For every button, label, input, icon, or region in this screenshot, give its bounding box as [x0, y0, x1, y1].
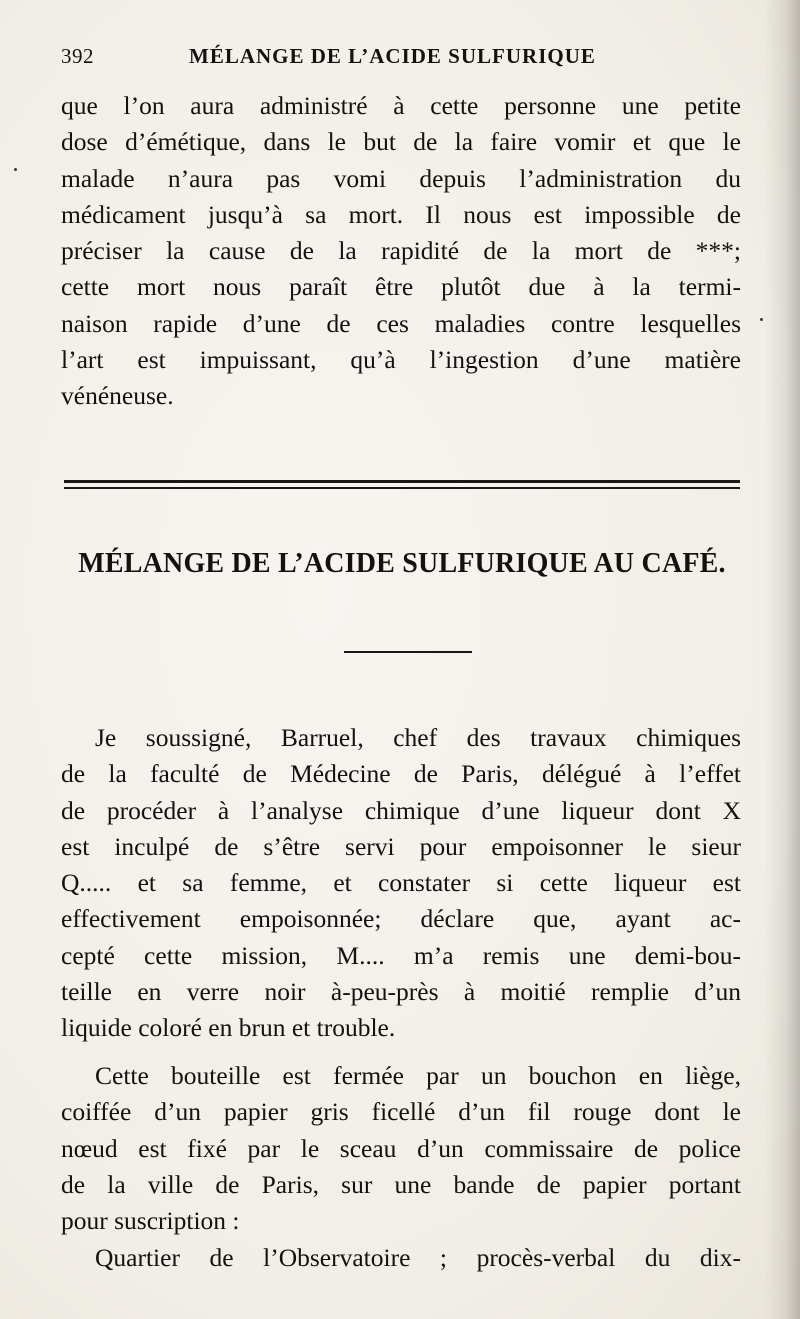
text-line: préciser la cause de la rapidité de la mort de ***; — [61, 236, 741, 266]
paragraph-4 — [61, 1240, 741, 1276]
double-rule-bottom — [64, 487, 740, 489]
page-header — [61, 44, 741, 76]
double-rule-top — [64, 480, 740, 483]
text-line: Je soussigné, Barruel, chef des travaux chimiques — [95, 723, 741, 752]
page-edge-shadow — [764, 0, 800, 1319]
text-line: pour suscription : — [61, 1206, 240, 1236]
text-line: Cette bouteille est fermée par un bouchon en liège, — [95, 1061, 741, 1090]
text-line: cette mort nous paraît être plutôt due à la termi- — [61, 272, 741, 302]
text-line: nœud est fixé par le sceau d’un commissaire de police — [61, 1133, 741, 1163]
text-line: est inculpé de s’être servi pour empoisonner le sieur — [61, 831, 741, 861]
text-line: coiffée d’un papier gris ficellé d’un fil rouge dont le — [61, 1097, 741, 1127]
text-line: effectivement empoisonnée; déclare que, ayant ac- — [61, 904, 741, 934]
text-line: vénéneuse. — [61, 381, 174, 411]
page-number: 392 — [61, 44, 94, 68]
text-line: liquide coloré en brun et trouble. — [61, 1013, 396, 1043]
text-line: que l’on aura administré à cette personne une petite — [61, 91, 741, 120]
text-line: teille en verre noir à-peu-près à moitié remplie d’un — [61, 977, 741, 1007]
text-line: Q..... et sa femme, et constater si cette liqueur est — [61, 868, 741, 898]
section-title: MÉLANGE DE L’ACIDE SULFURIQUE AU CAFÉ. — [78, 548, 726, 579]
paragraph-3 — [61, 1058, 741, 1239]
text-line: Quartier de l’Observatoire ; procès-verbal du dix- — [95, 1243, 741, 1272]
text-line: dose d’émétique, dans le but de la faire vomir et que le — [61, 127, 741, 157]
text-line: de la ville de Paris, sur une bande de papier portant — [61, 1169, 741, 1199]
running-title: MÉLANGE DE L’ACIDE SULFURIQUE — [189, 44, 596, 68]
paper-speck — [14, 168, 17, 171]
text-line: médicament jusqu’à sa mort. Il nous est impossible de — [61, 199, 741, 229]
paragraph-2 — [61, 720, 741, 1047]
text-line: de la faculté de Médecine de Paris, délégué à l’effet — [61, 759, 741, 789]
paragraph-1 — [61, 88, 741, 415]
text-line: naison rapide d’une de ces maladies contre lesquelles — [61, 308, 741, 338]
paper-speck — [760, 318, 763, 321]
text-line: malade n’aura pas vomi depuis l’administration du — [61, 163, 741, 193]
text-line: cepté cette mission, M.... m’a remis une demi-bou- — [61, 940, 741, 970]
text-line: l’art est impuissant, qu’à l’ingestion d’une matière — [61, 345, 741, 375]
text-line: de procéder à l’analyse chimique d’une liqueur dont X — [61, 795, 741, 825]
title-underline — [344, 651, 472, 653]
